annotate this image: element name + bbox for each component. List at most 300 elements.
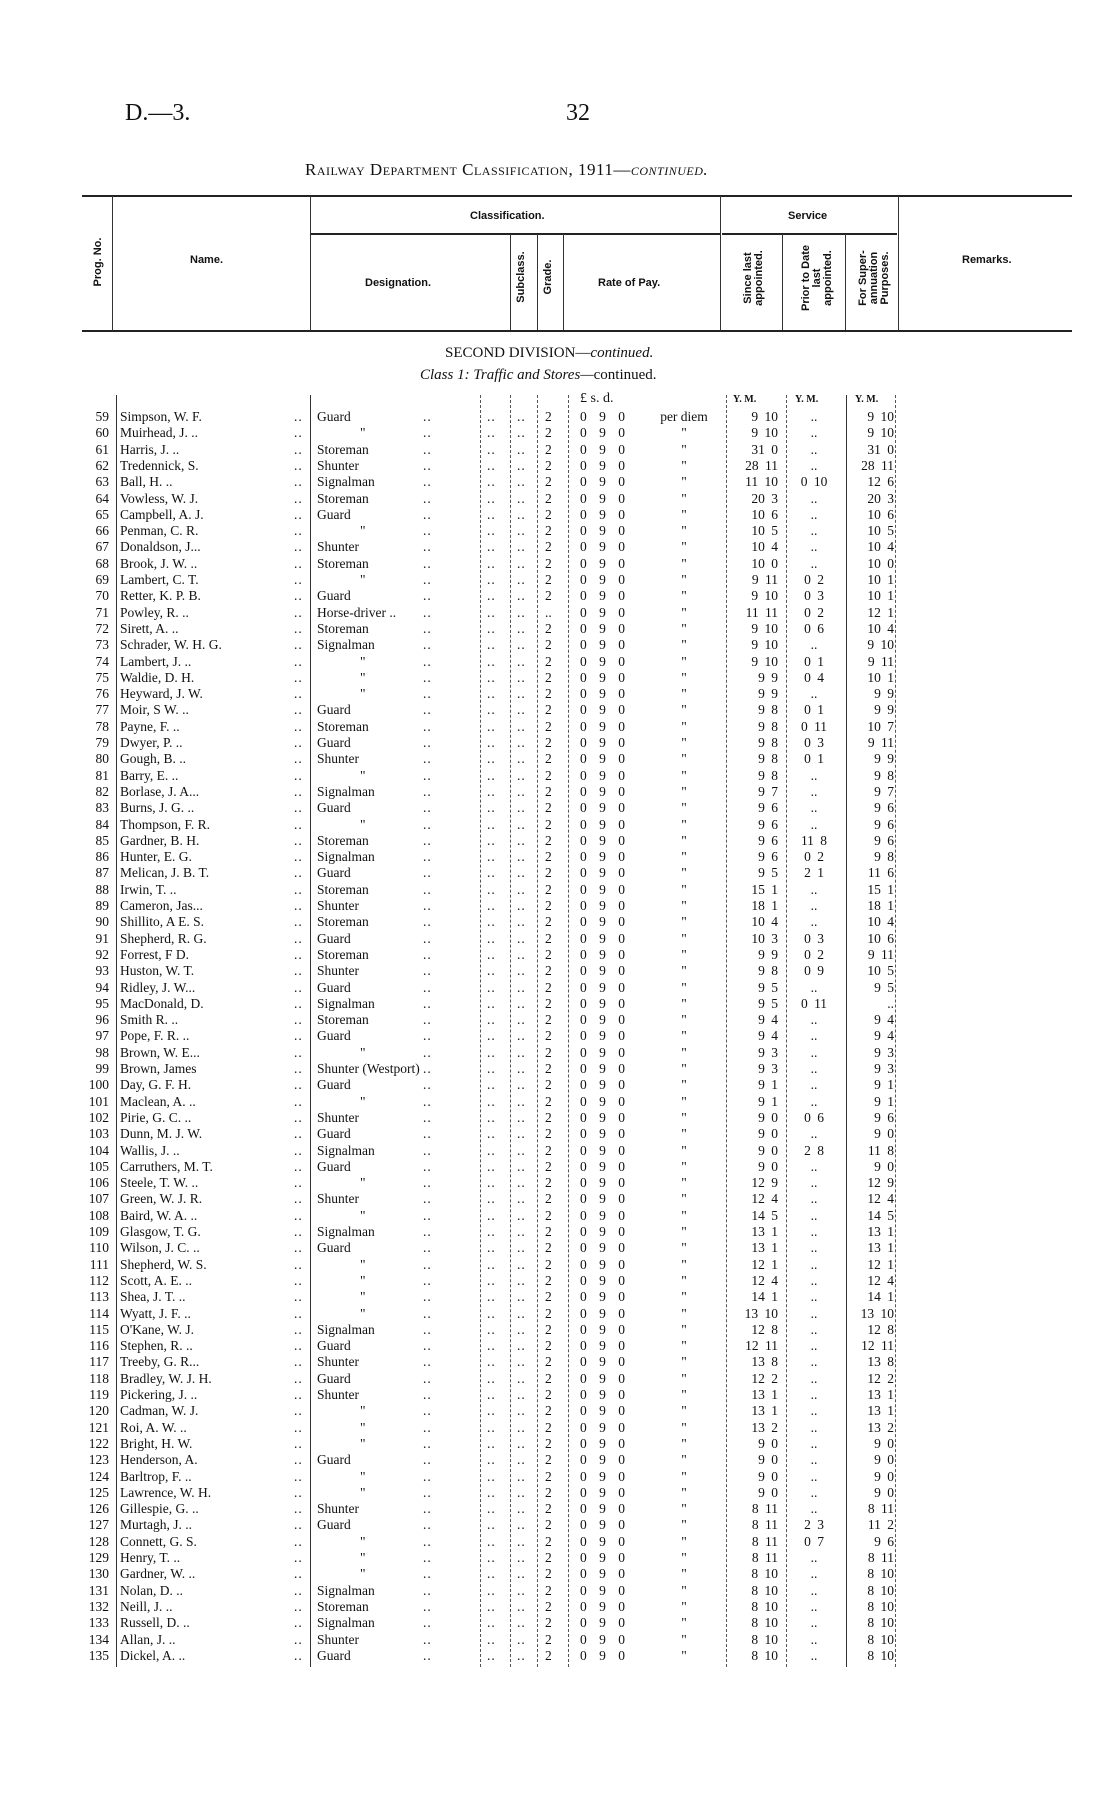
dot-leader xyxy=(487,621,496,637)
service-since-last: 12 4 xyxy=(751,1272,778,1288)
service-prior: .. xyxy=(810,1501,818,1517)
dot-leader xyxy=(294,865,303,881)
pay-unit: " xyxy=(681,1142,687,1158)
service-since-last: 9 3 xyxy=(758,1044,778,1060)
header-bottom-rule xyxy=(82,330,1072,332)
service-superannuation: 12 11 xyxy=(861,1338,894,1354)
employee-name: Russell, D. .. xyxy=(120,1615,190,1631)
dot-leader xyxy=(294,1012,303,1028)
service-prior: 2 8 xyxy=(804,1142,824,1158)
service-since-last: 9 5 xyxy=(758,865,778,881)
dot-leader xyxy=(487,914,496,930)
service-superannuation: 10 5 xyxy=(867,523,894,539)
employee-name: Thompson, F. R. xyxy=(120,816,211,832)
dot-leader xyxy=(517,1224,526,1240)
pay-unit: " xyxy=(681,1175,687,1191)
rate-of-pay: 0 9 0 xyxy=(580,555,625,571)
prog-no: 105 xyxy=(88,1158,109,1174)
service-since-last: 9 8 xyxy=(758,767,778,783)
rate-of-pay: 0 9 0 xyxy=(580,620,625,636)
designation: Guard xyxy=(317,930,351,946)
service-superannuation: 9 8 xyxy=(874,849,894,865)
rate-of-pay: 0 9 0 xyxy=(580,1566,625,1582)
service-prior: .. xyxy=(810,914,818,930)
designation: Storeman xyxy=(317,490,369,506)
service-since-last: 8 11 xyxy=(751,1550,778,1565)
dot-leader xyxy=(487,572,496,588)
grade: 2 xyxy=(545,783,552,799)
dot-leader xyxy=(423,1208,432,1224)
table-row xyxy=(0,1550,1114,1566)
table-row xyxy=(0,849,1114,865)
dot-leader xyxy=(423,1452,432,1468)
pay-unit: " xyxy=(681,1468,687,1484)
dot-leader xyxy=(423,800,432,816)
grade: 2 xyxy=(545,1338,552,1354)
dot-leader xyxy=(517,654,526,670)
dot-leader xyxy=(517,931,526,947)
table-row xyxy=(0,1452,1114,1468)
prog-no: 88 xyxy=(95,881,109,897)
service-since-last: 8 10 xyxy=(751,1615,778,1631)
service-since-last: 10 5 xyxy=(751,523,778,539)
rate-of-pay: 0 9 0 xyxy=(580,1435,625,1451)
rate-of-pay: 0 9 0 xyxy=(580,816,625,832)
dot-leader xyxy=(294,719,303,735)
dot-leader xyxy=(487,1257,496,1273)
designation: Guard xyxy=(317,1338,351,1354)
pay-unit: " xyxy=(681,1647,687,1663)
service-prior: 0 11 xyxy=(800,718,828,734)
dot-leader xyxy=(517,1077,526,1093)
table-row xyxy=(0,931,1114,947)
ym-label-since: Y. M. xyxy=(733,394,757,405)
dot-leader xyxy=(423,507,432,523)
service-superannuation: 8 10 xyxy=(867,1598,894,1614)
column-divider xyxy=(782,234,783,330)
dot-leader xyxy=(517,1143,526,1159)
rate-of-pay: 0 9 0 xyxy=(580,604,625,620)
service-since-last: 9 10 xyxy=(751,637,778,653)
grade: 2 xyxy=(545,637,552,653)
dot-leader xyxy=(294,1566,303,1582)
prog-no: 92 xyxy=(95,946,109,962)
designation: " xyxy=(360,1533,366,1549)
dot-leader xyxy=(423,1583,432,1599)
dot-leader xyxy=(487,817,496,833)
table-row xyxy=(0,882,1114,898)
dot-leader xyxy=(294,898,303,914)
grade: 2 xyxy=(545,409,552,424)
dot-leader xyxy=(423,1306,432,1322)
pay-unit: " xyxy=(681,620,687,636)
dot-leader xyxy=(487,442,496,458)
dot-leader xyxy=(517,947,526,963)
pay-unit: " xyxy=(681,1484,687,1500)
dot-leader xyxy=(423,1322,432,1338)
header-subclass: Subclass. xyxy=(515,251,527,303)
service-superannuation: 13 1 xyxy=(867,1240,894,1256)
rate-of-pay: 0 9 0 xyxy=(580,1484,625,1500)
dot-leader xyxy=(517,1599,526,1615)
grade: 2 xyxy=(545,1517,552,1533)
service-superannuation: 9 9 xyxy=(874,751,894,767)
service-superannuation: 9 6 xyxy=(874,832,894,848)
service-prior: .. xyxy=(810,800,818,816)
column-divider xyxy=(720,196,721,331)
header-rate-of-pay: Rate of Pay. xyxy=(598,277,661,289)
table-row xyxy=(0,963,1114,979)
service-prior: 0 6 xyxy=(804,620,824,636)
service-prior: .. xyxy=(810,1093,818,1109)
service-prior: .. xyxy=(810,1158,818,1174)
service-superannuation: 9 11 xyxy=(867,946,894,962)
dot-leader xyxy=(294,1045,303,1061)
prog-no: 93 xyxy=(95,963,109,979)
prog-no: 68 xyxy=(95,555,109,571)
table-row xyxy=(0,491,1114,507)
designation: Signalman xyxy=(317,474,375,490)
classification-rule xyxy=(310,233,720,235)
grade: 2 xyxy=(545,1566,552,1582)
grade: 2 xyxy=(545,979,552,995)
dot-leader xyxy=(487,1094,496,1110)
prog-no: 69 xyxy=(95,572,109,587)
designation: " xyxy=(360,1272,366,1288)
designation: " xyxy=(360,653,366,669)
service-prior: .. xyxy=(810,1175,818,1191)
dot-leader xyxy=(487,1012,496,1028)
service-prior: .. xyxy=(810,523,818,539)
dot-leader xyxy=(517,1208,526,1224)
service-superannuation: 9 9 xyxy=(874,702,894,718)
designation: Guard xyxy=(317,506,351,522)
service-superannuation: 12 9 xyxy=(867,1175,894,1191)
prog-no: 99 xyxy=(95,1061,109,1076)
table-row xyxy=(0,1615,1114,1631)
grade: 2 xyxy=(545,1419,552,1435)
prog-no: 118 xyxy=(89,1370,109,1386)
table-row xyxy=(0,1175,1114,1191)
dot-leader xyxy=(517,539,526,555)
service-prior: .. xyxy=(810,1615,818,1631)
designation: Storeman xyxy=(317,914,369,930)
dot-leader xyxy=(294,637,303,653)
dot-leader xyxy=(294,474,303,490)
dot-leader xyxy=(487,1550,496,1566)
service-since-last: 12 8 xyxy=(751,1321,778,1337)
service-prior: .. xyxy=(810,881,818,897)
dot-leader xyxy=(294,1469,303,1485)
grade: 2 xyxy=(545,1158,552,1174)
rate-of-pay: 0 9 0 xyxy=(580,539,625,555)
employee-name: Huston, W. T. xyxy=(120,963,195,979)
designation: Shunter xyxy=(317,1109,359,1125)
rate-of-pay: 0 9 0 xyxy=(580,669,625,685)
dot-leader xyxy=(517,621,526,637)
service-since-last: 9 0 xyxy=(758,1435,778,1451)
service-since-last: 13 1 xyxy=(751,1403,778,1419)
service-superannuation: 9 9 xyxy=(874,686,894,702)
service-superannuation: 28 11 xyxy=(861,457,894,473)
table-row xyxy=(0,654,1114,670)
pay-unit: " xyxy=(681,637,687,653)
designation: " xyxy=(360,686,366,702)
service-superannuation: 9 10 xyxy=(867,637,894,653)
table-row xyxy=(0,539,1114,555)
dot-leader xyxy=(294,491,303,507)
service-since-last: 8 11 xyxy=(751,1533,778,1549)
service-prior: .. xyxy=(810,1452,818,1468)
employee-name: Pope, F. R. .. xyxy=(120,1028,190,1044)
dot-leader xyxy=(517,882,526,898)
dot-leader xyxy=(517,1175,526,1191)
rate-of-pay: 0 9 0 xyxy=(580,979,625,995)
rate-of-pay: 0 9 0 xyxy=(580,686,625,702)
grade: 2 xyxy=(545,620,552,636)
dot-leader xyxy=(294,849,303,865)
table-row xyxy=(0,1583,1114,1599)
dot-leader xyxy=(487,588,496,604)
grade: 2 xyxy=(545,1224,552,1239)
table-row xyxy=(0,458,1114,474)
service-superannuation: 8 10 xyxy=(867,1631,894,1647)
dot-leader xyxy=(294,1028,303,1044)
grade: 2 xyxy=(545,1305,552,1321)
prog-no: 100 xyxy=(88,1077,109,1093)
pay-unit: " xyxy=(681,1240,687,1256)
dot-leader xyxy=(517,1061,526,1077)
prog-no: 123 xyxy=(88,1452,109,1468)
dot-leader xyxy=(423,702,432,718)
dot-leader xyxy=(294,556,303,572)
table-row xyxy=(0,523,1114,539)
dot-leader xyxy=(294,1436,303,1452)
dot-leader xyxy=(423,1289,432,1305)
dot-leader xyxy=(294,539,303,555)
employee-name: Retter, K. P. B. xyxy=(120,588,201,604)
prog-no: 90 xyxy=(95,914,109,930)
grade: 2 xyxy=(545,653,552,669)
service-prior: .. xyxy=(810,1240,818,1256)
dot-leader xyxy=(423,865,432,881)
service-prior: .. xyxy=(810,1207,818,1223)
employee-name: Shillito, A E. S. xyxy=(120,914,205,930)
dot-leader xyxy=(487,1175,496,1191)
dot-leader xyxy=(423,556,432,572)
rate-of-pay: 0 9 0 xyxy=(580,441,625,457)
service-prior: .. xyxy=(810,1289,818,1305)
employee-name: Burns, J. G. .. xyxy=(120,800,195,816)
grade: 2 xyxy=(545,1533,552,1549)
dot-leader xyxy=(487,1566,496,1582)
table-row xyxy=(0,1143,1114,1159)
dot-leader xyxy=(294,702,303,718)
designation: Guard xyxy=(317,1517,351,1533)
service-prior: .. xyxy=(810,1566,818,1582)
service-since-last: 8 10 xyxy=(751,1647,778,1663)
service-superannuation: 14 5 xyxy=(867,1207,894,1223)
dot-leader xyxy=(294,621,303,637)
rate-of-pay: 0 9 0 xyxy=(580,1077,625,1093)
pay-unit: " xyxy=(681,1321,687,1337)
service-prior: .. xyxy=(810,1435,818,1451)
service-since-last: 13 2 xyxy=(751,1419,778,1435)
designation: Signalman xyxy=(317,849,375,865)
table-row xyxy=(0,980,1114,996)
grade: 2 xyxy=(545,555,552,571)
designation: Signalman xyxy=(317,637,375,653)
service-superannuation: 9 6 xyxy=(874,800,894,816)
dot-leader xyxy=(517,1126,526,1142)
grade: 2 xyxy=(545,686,552,702)
rate-of-pay: 0 9 0 xyxy=(580,1028,625,1044)
pay-unit: " xyxy=(681,669,687,685)
designation: Guard xyxy=(317,865,351,881)
table-row xyxy=(0,1191,1114,1207)
grade: 2 xyxy=(545,881,552,897)
service-since-last: 8 11 xyxy=(751,1517,778,1533)
service-prior: .. xyxy=(810,637,818,653)
service-since-last: 9 4 xyxy=(758,1028,778,1044)
designation: Storeman xyxy=(317,832,369,848)
rate-of-pay: 0 9 0 xyxy=(580,1175,625,1191)
service-since-last: 9 6 xyxy=(758,800,778,816)
designation: Guard xyxy=(317,1370,351,1386)
pay-unit: " xyxy=(681,572,687,587)
service-superannuation: 11 8 xyxy=(867,1142,894,1158)
dot-leader xyxy=(294,963,303,979)
header-prior-to-date: Prior to Date last appointed. xyxy=(800,245,834,312)
dot-leader xyxy=(487,702,496,718)
dot-leader xyxy=(294,1110,303,1126)
designation: Guard xyxy=(317,1028,351,1044)
designation: Guard xyxy=(317,409,351,424)
dot-leader xyxy=(517,1632,526,1648)
designation: " xyxy=(360,1566,366,1582)
dot-leader xyxy=(294,654,303,670)
table-row xyxy=(0,1354,1114,1370)
service-since-last: 9 5 xyxy=(758,995,778,1011)
dot-leader xyxy=(487,1583,496,1599)
grade: 2 xyxy=(545,1191,552,1207)
designation: Shunter xyxy=(317,1631,359,1647)
dot-leader xyxy=(517,1615,526,1631)
table-row xyxy=(0,1208,1114,1224)
dot-leader xyxy=(423,1403,432,1419)
prog-no: 103 xyxy=(88,1126,109,1142)
dot-leader xyxy=(423,1387,432,1403)
dot-leader xyxy=(487,637,496,653)
service-superannuation: 8 11 xyxy=(867,1550,894,1565)
dot-leader xyxy=(294,1452,303,1468)
title-suffix: continued. xyxy=(630,160,709,179)
designation: Storeman xyxy=(317,946,369,962)
prog-no: 135 xyxy=(88,1647,109,1663)
dot-leader xyxy=(517,751,526,767)
dot-leader xyxy=(517,523,526,539)
designation: Storeman xyxy=(317,620,369,636)
dot-leader xyxy=(423,1338,432,1354)
dot-leader xyxy=(517,719,526,735)
dot-leader xyxy=(487,1615,496,1631)
dot-leader xyxy=(487,539,496,555)
service-since-last: 9 9 xyxy=(758,669,778,685)
service-since-last: 9 8 xyxy=(758,718,778,734)
pay-unit: " xyxy=(681,425,687,441)
service-prior: .. xyxy=(810,1550,818,1565)
grade: 2 xyxy=(545,865,552,881)
service-since-last: 9 5 xyxy=(758,979,778,995)
pay-unit: " xyxy=(681,1566,687,1582)
employee-name: Gillespie, G. .. xyxy=(120,1501,199,1517)
service-prior: .. xyxy=(810,1044,818,1060)
table-row xyxy=(0,719,1114,735)
table-row xyxy=(0,1485,1114,1501)
prog-no: 79 xyxy=(95,735,109,750)
designation: Shunter xyxy=(317,457,359,473)
dot-leader xyxy=(294,605,303,621)
rate-of-pay: 0 9 0 xyxy=(580,1582,625,1598)
prog-no: 70 xyxy=(95,588,109,604)
dot-leader xyxy=(487,686,496,702)
dot-leader xyxy=(423,1485,432,1501)
grade: 2 xyxy=(545,457,552,473)
prog-no: 84 xyxy=(95,816,109,832)
dot-leader xyxy=(487,1289,496,1305)
dot-leader xyxy=(294,1354,303,1370)
dot-leader xyxy=(487,1240,496,1256)
dot-leader xyxy=(487,474,496,490)
dot-leader xyxy=(517,1110,526,1126)
grade: 2 xyxy=(545,1207,552,1223)
employee-name: Heyward, J. W. xyxy=(120,686,203,702)
service-prior: .. xyxy=(810,1598,818,1614)
prog-no: 111 xyxy=(89,1256,109,1272)
designation: Guard xyxy=(317,735,351,750)
service-since-last: 11 10 xyxy=(745,474,778,490)
table-row xyxy=(0,670,1114,686)
employee-name: Gough, B. .. xyxy=(120,751,187,767)
service-superannuation: 12 2 xyxy=(867,1370,894,1386)
header-name: Name. xyxy=(190,254,224,266)
service-superannuation: 20 3 xyxy=(867,490,894,506)
dot-leader xyxy=(294,442,303,458)
dot-leader xyxy=(487,1143,496,1159)
employee-name: Simpson, W. F. xyxy=(120,409,202,424)
employee-name: Wilson, J. C. .. xyxy=(120,1240,200,1256)
grade: 2 xyxy=(545,441,552,457)
employee-name: Scott, A. E. .. xyxy=(120,1272,193,1288)
dot-leader xyxy=(294,1143,303,1159)
pay-unit: " xyxy=(681,1435,687,1451)
employee-name: Dickel, A. .. xyxy=(120,1647,186,1663)
prog-no: 62 xyxy=(95,457,109,473)
dot-leader xyxy=(517,1371,526,1387)
service-since-last: 9 8 xyxy=(758,735,778,750)
header-service: Service xyxy=(788,210,828,222)
pay-unit: " xyxy=(681,946,687,962)
table-row xyxy=(0,605,1114,621)
pay-unit: " xyxy=(681,539,687,555)
dot-leader xyxy=(517,670,526,686)
employee-name: Day, G. F. H. xyxy=(120,1077,192,1093)
rate-of-pay: 0 9 0 xyxy=(580,832,625,848)
designation: " xyxy=(360,1419,366,1435)
dot-leader xyxy=(294,1257,303,1273)
dot-leader xyxy=(294,1648,303,1664)
designation: " xyxy=(360,816,366,832)
